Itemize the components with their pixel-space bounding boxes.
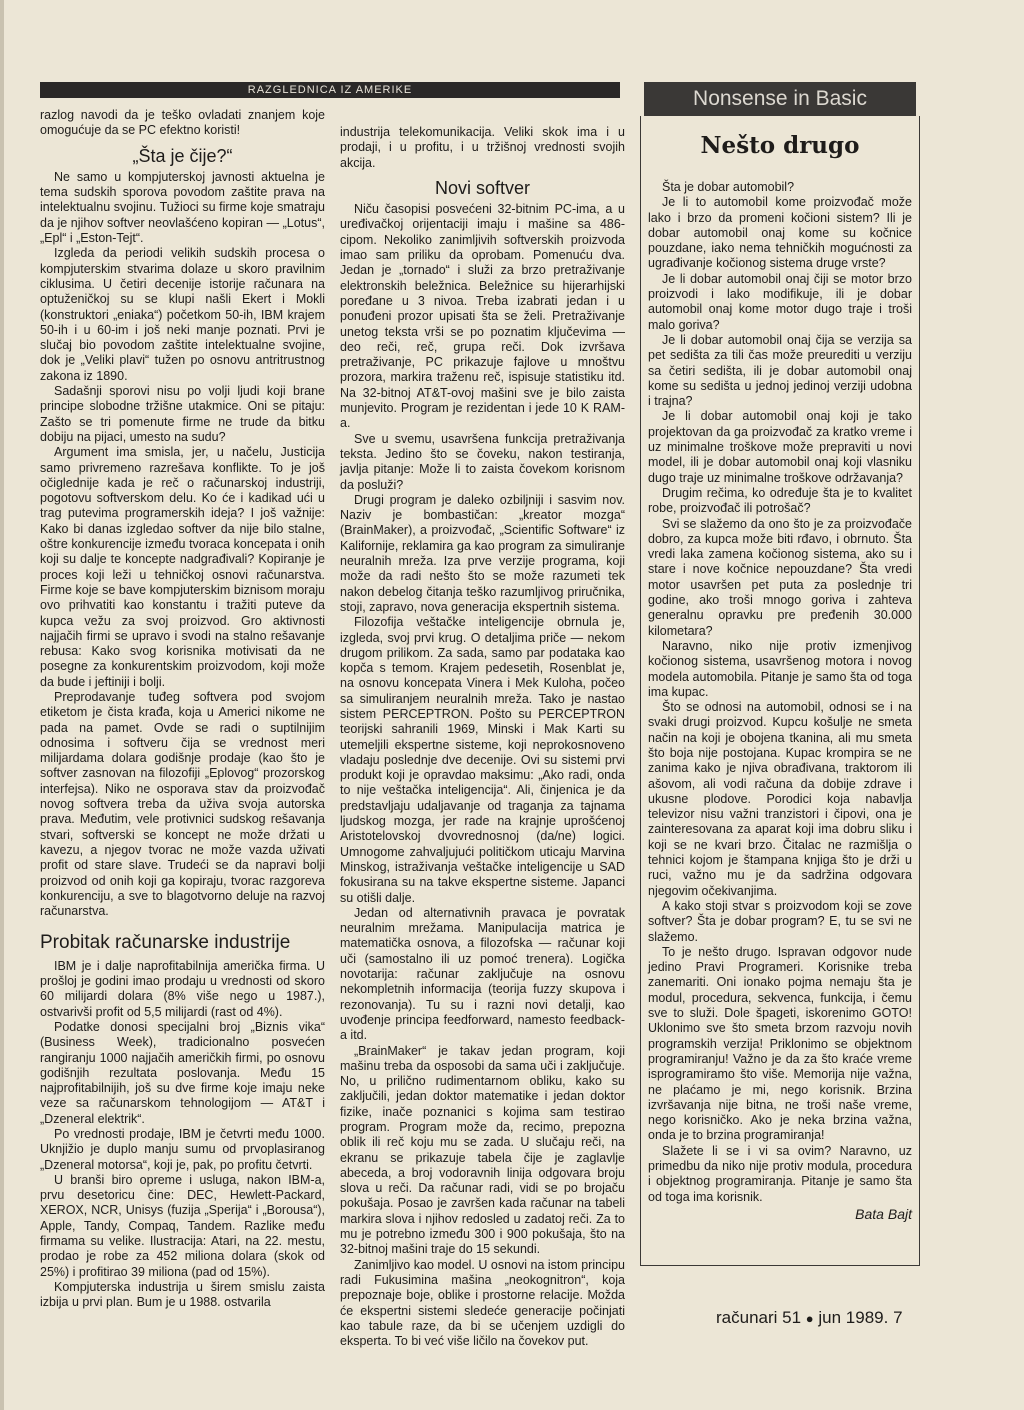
left-paragraph: Sadašnji sporovi nisu po volji ljudi koji brane principe slobodne tržišne utakmice. Oni se pitaju: Zašto se tri pomenute firme ne trude da bitku dobiju na pijaci, umesto na sudu? xyxy=(40,384,325,444)
right-paragraph: Je li dobar automobil onaj koji je tako projektovan da ga proizvođač za kratko vreme i uz minimalne troškove može prepraviti u novi model, ili je dobar automobil onaj koji vlasniku dugo traje uz minimalne troškove održavanja? xyxy=(648,409,912,485)
mid-subhead: Novi softver xyxy=(434,177,531,198)
mid-paragraph: „BrainMaker“ je takav jedan program, koji mašinu treba da osposobi da sama uči i zaključuje. No, u prilično rudimentarnom obliku, kako su zaključili, jedan doktor matematike i jedan doktor fizike, inače poznanici s kojima sam testirao program. Program može da, recimo, prepozna oblik ili reč koju mu se zada. U slučaju reči, na ekranu se prikazuje tabela čije je zaglavlje abeceda, a broj vodoravnih linija odgovara broju slova u reči. Da računar radi, vidi se po brojaču pokušaja. Posao je završen kada računar na tabeli markira slova i njihov redosled u zadatoj reči. Za to mu je potrebno između 300 i 900 pokušaja, što na 32-bitnoj mašini traje do 15 sekundi. xyxy=(340,1043,625,1257)
right-paragraph: Šta je dobar automobil? xyxy=(662,180,795,194)
right-paragraph: A kako stoji stvar s proizvodom koji se zove softver? Šta je dobar program? E, tu se svi ne slažemo. xyxy=(648,898,912,944)
right-paragraph: Naravno, niko nije protiv izmenjivog kočionog sistema, usavršenog motora i novog modela automobila. Pitanje je samo šta od toga ima kupac. xyxy=(648,638,912,699)
page-number: 7 xyxy=(893,1308,903,1327)
right-paragraph: Je li dobar automobil onaj čiji se motor brzo proizvodi i lako modifikuje, ili je dobar automobil onaj kome motor dugo traje i troši malo goriva? xyxy=(648,271,912,332)
right-paragraph: Drugim rečima, ko određuje šta je to kvalitet robe, proizvođač ili potrošač? xyxy=(648,485,912,516)
column-title-box: Nonsense in Basic xyxy=(644,82,916,116)
middle-column xyxy=(340,125,625,1349)
mid-intro: industrija telekomunikacija. Veliki skok ima i u prodaji, i u profitu, i u tržišnoj vrednosti svojih akcija. xyxy=(340,125,625,170)
section-header: RAZGLEDNICA IZ AMERIKE xyxy=(40,82,620,98)
left-paragraph: Preprodavanje tuđeg softvera pod svojom etiketom je čista krađa, koja u Americi nikome ne pada na pamet. Ovde se radi o suptilnijim odnosima i softveru čija se vrednost meri milijardama dolara godišnje prodaje (kao što je softver zasnovan na filozofiji „Eplovog“ prozorskog interfejsa). Niko ne osporava stav da proizvođač novog softvera treba da uživa svoja autorska prava. Međutim, vele protivnici sudskog rešavanja stvari, softverski se koncept ne može držati u kavezu, a njegov tvorac ne može vazda uživati profit od stare slave. Trudeći se da napravi bolji proizvod od onih koji ga kopiraju, tvorac razgoreva konkurenciju, a sve to blagotvorno deluje na razvoj računarstva. xyxy=(40,689,325,919)
mid-paragraph: Drugi program je daleko ozbiljniji i sasvim nov. Naziv je bombastičan: „kreator mozga“ (BrainMaker), a proizvođač, „Scientific Software“ iz Kalifornije, reklamira ga kao program za simuliranje neuralnih mreža. Iza prve verzije programa, koji može da radi nešto što se može razumeti tek nakon debelog čitanja teško razumljivog priručnika, stoji, zapravo, nova generacija ekspertnih sistema. xyxy=(340,492,625,614)
left-section-paragraph: Podatke donosi specijalni broj „Biznis vika“ (Business Week), tradicionalno posvećen rangiranju 1000 najjačih američkih firmi, po osnovu godišnjih rezultata poslovanja. Među 15 najprofitabilnijih, još su dve firme koje imaju neke veze sa računarskom tehnologijom — AT&T i „Dzeneral elektrik“. xyxy=(40,1019,325,1126)
footer-separator: ● xyxy=(805,1311,814,1326)
right-paragraph: Svi se slažemo da ono što je za proizvođače dobro, za kupca može biti rđavo, i obrnuto. Šta vredi laka zamena kočionog sistema, ako su i stare i nove kočnice nepouzdane? Šta vredi motor usavršen pet puta za poslednje tri godine, ako troši mnogo goriva i zahteva generalnu opravku pre pređenih 30.000 kilometara? xyxy=(648,516,912,638)
left-section-paragraph: Po vrednosti prodaje, IBM je četvrti među 1000. Uknjižio je duplo manju sumu od prvoplasiranog „Dzeneral motorsa“, koji je, pak, po profitu četvrti. xyxy=(40,1127,325,1172)
right-paragraph: To je nešto drugo. Ispravan odgovor nude jedino Pravi Programeri. Korisnike treba zanemariti. Oni ionako pojma nemaju šta je modul, procedura, sekvenca, funkcija, i čemu sve to služi. Dole špageti, iskorenimo GOTO! Uklonimo sve što smeta brzom razvoju novih programskih verzija! Priklonimo se objektnom programiranju! Važno je da za što kraće vreme isprogramiramo što više. Memorija nije važna, ne plaćamo je mi, nego korisnik. Brzina izvršavanja nije bitna, ne troši naše vreme, nego korisničko. Ako je neka brzina važna, onda je to brzina programiranja! xyxy=(648,944,912,1143)
magazine-name: računari 51 xyxy=(716,1308,802,1327)
mid-paragraph: Filozofija veštačke inteligencije obrnula je, izgleda, svoj prvi krug. O detaljima priče — nekom drugom prilikom. Za sada, samo par podataka kao kopča s temom. Krajem pedesetih, Rosenblat je, na osnovu koncepata Vinera i Mek Kuloha, počeo sa simuliranjem neuralnih mreža. Tako je nastao sistem PERCEPTRON. Pošto su PERCEPTRON teorijski sahranili 1969, Minski i Mak Karti su utemeljili ekspertne sisteme, koji neprokosnoveno vladaju poslednje dve decenije. Ovi su sistemi prvi produkt koji je opravdao maksimu: „Ako radi, onda to nije veštačka inteligencija“. Ali, činjenica je da predstavljaju udaljavanje od traganja za tajnama ljudskog mozga, jer rade na krajnje uprošćenoj Aristotelovskoj dvovrednosnoj (da/ne) logici. Umnogome zahvaljujući političkom uticaju Marvina Minskog, istraživanja veštačke inteligencije u SAD fokusirana su na takve ekspertne sisteme. Japanci su otišli dalje. xyxy=(340,615,625,905)
right-paragraph: Što se odnosi na automobil, odnosi se i na svaki drugi proizvod. Kupcu košulje ne smeta način na koji je obojena tkanina, ali mu smeta što boja nije postojana. Kupac krompira se ne zanima kako je njiva obrađivana, traktorom ili ašovom, ali vodi računa da dobije zdrave i ukusne plodove. Porodici koja nabavlja televizor nisu važni tranzistori i čipovi, ona je zainteresovana za aparat koji ima dobru sliku i koji se ne kvari brzo. Čitalac ne razmišlja o tehnici kojom je štampana knjiga što je drži u ruci, važno mu je da sadržina odgovara njegovim očekivanjima. xyxy=(648,700,912,898)
page-edge xyxy=(0,0,4,1410)
left-paragraph: Izgleda da periodi velikih sudskih procesa o kompjuterskim stvarima dolaze u skoro pravilnim ciklusima. U četiri decenije istorije računara na optuženičkoj su se klupi našli Ekert i Mokli (konstruktori „eniaka“) početkom 50-ih, IBM krajem 50-ih i u 60-im i još neki manje poznati. Prvi je slučaj bio povodom zaštite intelektualne svojine, dok je „Veliki plavi“ tužen po osnovu antritrustnog zakona iz 1890. xyxy=(40,246,325,383)
mid-paragraph: Niču časopisi posvećeni 32-bitnim PC-ima, a u uređivačkoj orijentaciji imaju i mašine sa 486-cipom. Nekoliko zanimljivih softverskih proizvoda imao sam priliku da oprobam. Pomenuću dva. Jedan je „tornado“ i služi za brzo pretraživanje elektronskih beležnica. Beležnice su hijerarhijski poređane u 3 nivoa. Treba izabrati jedan i u ponuđeni prozor upisati šta se želi. Pretraživanje unetog teksta vrši se po poznatim ključevima — deo reči, reč, grupa reči. Dok izvršava pretraživanje, PC prikazuje fajlove u mnoštvu prozora, markira traženu reč, ispisuje statistiku itd. Na 32-bitnoj AT&T-ovoj mašini sve je bilo zaista munjevito. Program je rezidentan i jede 10 K RAM-a. xyxy=(340,202,625,431)
right-paragraph: Je li dobar automobil onaj čija se verzija sa pet sedišta za tili čas može preurediti u verziju sa četiri sedišta, ili je dobar automobil onaj kome su sedišta u jednoj jedinoj verziji udobna i trajna? xyxy=(648,332,912,409)
mid-paragraph: Jedan od alternativnih pravaca je povratak neuralnim mrežama. Manipulacija matrica je matematička osnova, a filozofska — računar koji uči (samostalno ili uz pomoć trenera). Logička novotarija: računar zaključuje na osnovu nekompletnih informacija (teorija fuzzy skupova i rezonovanja). Tu su i razni novi detalji, kao uvođenje principa feedforward, namesto feedback-a itd. xyxy=(340,905,625,1043)
right-column xyxy=(648,180,912,1222)
page-footer xyxy=(716,1308,903,1328)
left-column xyxy=(40,108,325,1311)
left-section-paragraph: U branši biro opreme i usluga, nakon IBM-a, prvu desetoricu čine: DEC, Hewlett-Packard, XEROX, NCR, Unisys (fuzija „Sperija“ i „Borousa“), Apple, Tandy, Compaq, Tandem. Razlike među firmama su velike. Ilustracija: Atari, na 22. mestu, prodao je robe za 452 miliona dolara (skok od 25%) i profitirao 39 miliona (pad od 15%). xyxy=(40,1172,325,1279)
left-section-paragraph: IBM je i dalje naprofitabilnija američka firma. U prošloj je godini imao prodaju u vrednosti od skoro 60 milijardi dolara (8% više nego u 1987.), ostvarivši profit od 5,5 milijardi (rast od 4%). xyxy=(40,958,325,1019)
mid-paragraph: Sve u svemu, usavršena funkcija pretraživanja teksta. Jedino što se čoveku, nakon testiranja, javlja pitanje: Može li to zaista čovekom korisnom da posluži? xyxy=(340,431,625,492)
left-intro: razlog navodi da je teško ovladati znanjem koje omogućuje da se PC efektno koristi! xyxy=(40,108,325,138)
left-paragraph: Ne samo u kompjuterskoj javnosti aktuelna je tema sudskih sporova povodom zaštite prava na intelektualnu svojinu. Tužioci su firme koje smatraju da je njihov softver neovlašćeno kopiran — „Lotus“, „Epl“ i „Eston-Tejt“. xyxy=(40,169,325,246)
issue-date: jun 1989. xyxy=(818,1308,889,1327)
article-title: Nešto drugo xyxy=(700,132,860,159)
right-paragraph: Slažete li se i vi sa ovim? Naravno, uz primedbu da niko nije protiv modula, procedura i objektnog programiranja. Pitanje je samo šta od toga ima korisnik. xyxy=(648,1143,912,1204)
left-section-paragraph: Kompjuterska industrija u širem smislu zaista izbija u prvi plan. Bum je u 1988. ostvarila xyxy=(40,1279,325,1310)
left-paragraph: Argument ima smisla, jer, u načelu, Justicija samo privremeno razrešava konflikte. To je još očiglednije kada je reč o računarskoj industriji, pogotovu softverskom delu. Ko će i kadikad ući u trag putevima programerskih ideja? I još važnije: Kako bi danas izgledao softver da nije bilo stalne, oštre konkurencije između tvoraca koncepata i onih koji su dalje te koncepte nadgrađivali? Kopiranje je proces koji leži u tehničkoj osnovi računarstva. Firme koje se bave kompjuterskim biznisom moraju ovo prihvatiti kao konstantu i tražiti puteve da kupca vežu za svoj proizvod. Gro aktivnosti najjačih firmi se upravo i svodi na stalno rešavanje rebusa: Kako svog korisnika motivisati da ne posegne za konkurentskim proizvodom, koji može da bude i jeftiniji i bolji. xyxy=(40,445,325,689)
author-signature: Bata Bajt xyxy=(855,1205,912,1222)
section-heading: Probitak računarske industrije xyxy=(40,932,291,954)
left-subhead: „Šta je čije?“ xyxy=(132,145,233,166)
mid-paragraph: Zanimljivo kao model. U osnovi na istom principu radi Fukusimina mašina „neokognitron“, koja prepoznaje boje, oblike i prostorne relacije. Možda će ekspertni sistemi sledeće generacije počinjati kao tabule raze, da bi se učenjem uzdigli do eksperta. To bi već više ličilo na čovekov put. xyxy=(340,1257,625,1349)
right-paragraph: Je li to automobil kome proizvođač može lako i brzo da promeni kočioni sistem? Ili je dobar automobil onaj kome su kočnice pouzdane, iako nema tehničkih mogućnosti za ugrađivanje kočionog sistema druge vrste? xyxy=(648,195,912,271)
